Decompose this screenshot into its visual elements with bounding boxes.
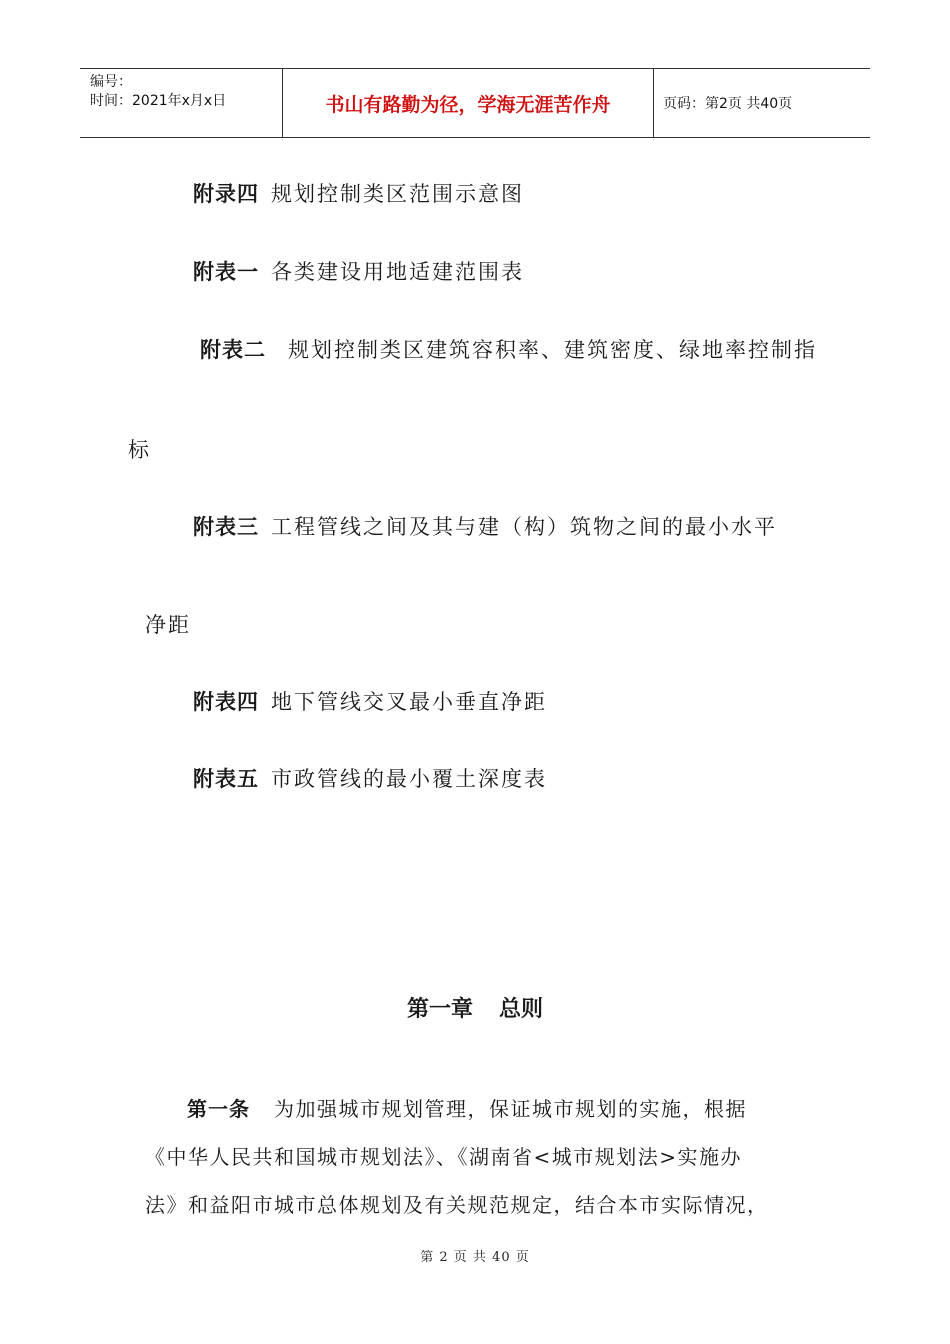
appendix-label: 附表一	[193, 260, 259, 284]
header-page-code: 页码：第2页 共40页	[663, 96, 793, 112]
chapter-heading	[0, 996, 950, 1024]
appendix-text: 规划控制类区范围示意图	[271, 182, 524, 206]
appendix-text: 规划控制类区建筑容积率、建筑密度、绿地率控制指	[288, 338, 817, 362]
chapter-number: 第一章	[406, 997, 473, 1022]
chapter-title: 总则	[499, 997, 544, 1022]
document-date: 时间：2021年x月x日	[90, 93, 227, 109]
appendix-item	[193, 180, 524, 208]
header-motto: 书山有路勤为径，学海无涯苦作舟	[325, 93, 611, 116]
article-paragraph	[145, 1085, 825, 1229]
article-line: 《中华人民共和国城市规划法》、《湖南省<城市规划法>实施办	[145, 1145, 743, 1169]
header-meta	[90, 73, 226, 111]
appendix-text: 地下管线交叉最小垂直净距	[271, 690, 547, 714]
appendix-item	[193, 513, 777, 541]
page-header	[80, 68, 870, 138]
article-line	[145, 1085, 825, 1133]
appendix-text: 各类建设用地适建范围表	[271, 260, 524, 284]
appendix-label: 附表四	[193, 690, 259, 714]
appendix-item	[200, 336, 817, 364]
appendix-label: 附录四	[193, 182, 259, 206]
appendix-continuation: 标	[128, 438, 151, 462]
appendix-text: 市政管线的最小覆土深度表	[271, 767, 547, 791]
article-line: 法》和益阳市城市总体规划及有关规范规定，结合本市实际情况，	[145, 1193, 769, 1217]
appendix-continuation: 净距	[145, 613, 191, 637]
header-divider	[653, 69, 654, 137]
appendix-label: 附表五	[193, 767, 259, 791]
article-text: 为加强城市规划管理，保证城市规划的实施，根据	[274, 1097, 747, 1121]
appendix-label: 附表二	[200, 338, 266, 362]
article-label: 第一条	[187, 1097, 250, 1121]
appendix-item	[193, 258, 524, 286]
document-number-label: 编号：	[90, 74, 132, 90]
appendix-text: 工程管线之间及其与建（构）筑物之间的最小水平	[271, 515, 777, 539]
page-footer: 第 2 页 共 40 页	[420, 1250, 530, 1265]
appendix-label: 附表三	[193, 515, 259, 539]
appendix-item	[193, 688, 547, 716]
appendix-item	[193, 765, 547, 793]
